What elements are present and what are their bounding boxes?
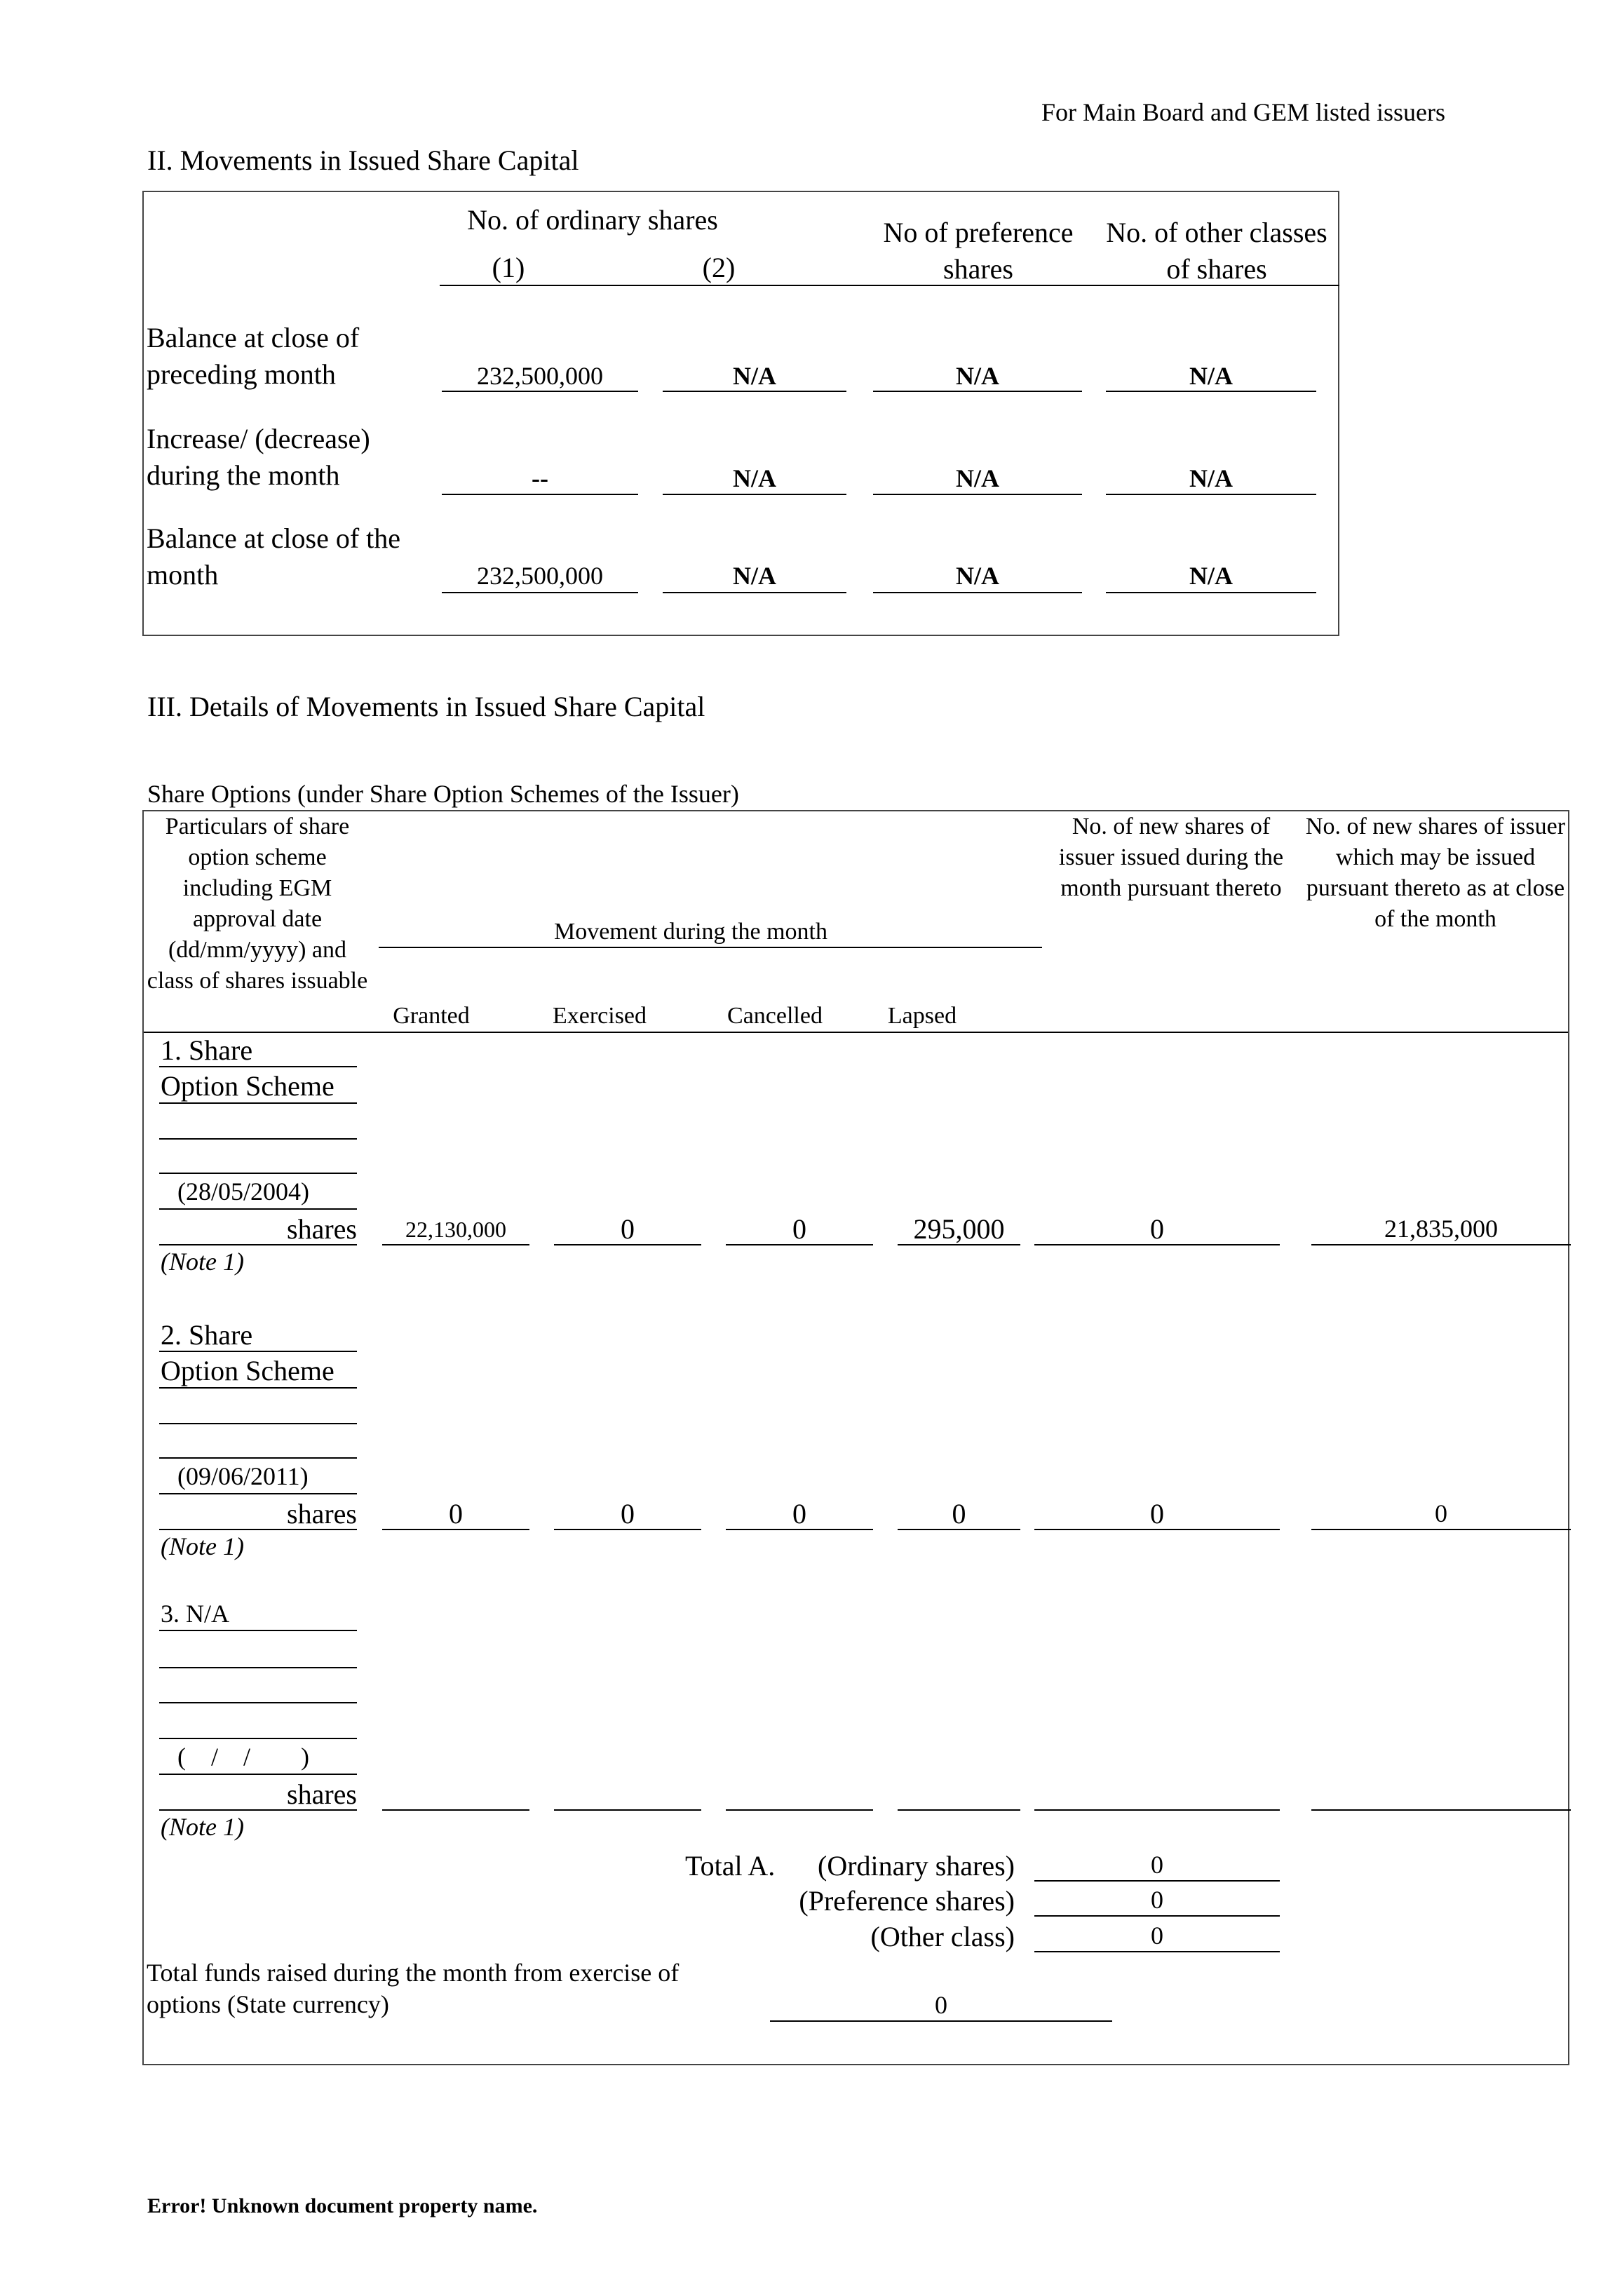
issuer-type-header: For Main Board and GEM listed issuers [1041,98,1445,126]
value-underline [1034,1915,1280,1917]
value-underline [1034,1951,1280,1952]
other-value: N/A [1189,464,1233,492]
field-underline [159,1387,357,1389]
value-underline [442,592,638,593]
scheme-1-lapsed: 295,000 [913,1213,1005,1245]
total-preference-label: (Preference shares) [799,1885,1015,1917]
col-new-issued-header: No. of new shares of issuer issued during the month pursuant thereto [1058,813,1284,901]
value-underline [442,494,638,495]
col-may-issue-header: No. of new shares of issuer which may be issued pursuant thereto as at close of the month [1305,813,1566,932]
scheme-2-granted: 0 [449,1498,463,1529]
col-preference-header: No of preference shares [883,217,1074,285]
value-underline [663,592,846,593]
scheme-1-line2: Option Scheme [161,1070,334,1102]
field-underline [159,1702,357,1703]
funds-label: Total funds raised during the month from exercise of options (State currency) [147,1959,680,2018]
row-label: Balance at close of the month [147,522,401,590]
ord1-value: 232,500,000 [477,362,603,390]
scheme-1-line1: 1. Share [161,1034,253,1066]
scheme-2-note: (Note 1) [161,1532,244,1560]
ord2-value: N/A [733,362,776,390]
scheme-2-may-issue: 0 [1435,1499,1447,1527]
section-2-title: II. Movements in Issued Share Capital [147,144,579,176]
ord2-value: N/A [733,464,776,492]
scheme-2-lapsed: 0 [952,1498,966,1529]
col-movement-header: Movement during the month [553,919,827,945]
value-underline [554,1244,701,1245]
scheme-1-date: (28/05/2004) [177,1177,309,1206]
col-particulars-header: Particulars of share option scheme including EGM approval date (dd/mm/yyyy) and class of shares issuable [147,813,368,994]
pref-value: N/A [956,464,999,492]
value-underline [1034,1529,1280,1530]
field-underline [159,1066,357,1067]
section-3-title: III. Details of Movements in Issued Share Capital [147,691,705,722]
ord1-value: 232,500,000 [477,562,603,590]
pref-value: N/A [956,562,999,590]
scheme-1-cancelled: 0 [792,1213,806,1245]
value-underline [382,1529,529,1530]
field-underline [159,1351,357,1352]
field-underline [159,1102,357,1104]
total-other-value: 0 [1151,1922,1163,1950]
movement-rule [379,947,1042,948]
ord2-value: N/A [733,562,776,590]
share-options-table [142,810,1569,2065]
scheme-2-shares-label: shares [287,1498,357,1529]
scheme-2-line1: 2. Share [161,1319,253,1351]
footer-error-text: Error! Unknown document property name. [147,2194,538,2217]
field-underline [159,1457,357,1459]
value-underline [873,494,1082,495]
scheme-1-note: (Note 1) [161,1248,244,1276]
scheme-3-date: ( / / ) [177,1743,309,1771]
value-underline [554,1529,701,1530]
value-underline [726,1244,873,1245]
value-underline [663,391,846,392]
value-underline [1311,1244,1571,1245]
other-value: N/A [1189,562,1233,590]
value-underline [770,2020,1112,2022]
col-exercised-header: Exercised [552,1003,647,1029]
value-underline [726,1809,873,1811]
scheme-1-shares-label: shares [287,1213,357,1245]
value-underline [1106,494,1316,495]
value-underline [1106,391,1316,392]
col-granted-header: Granted [393,1003,470,1029]
value-underline [1311,1809,1571,1811]
field-underline [159,1809,357,1811]
scheme-3-note: (Note 1) [161,1813,244,1841]
field-underline [159,1738,357,1739]
value-underline [873,592,1082,593]
value-underline [873,391,1082,392]
value-underline [898,1529,1020,1530]
field-underline [159,1208,357,1210]
value-underline [663,494,846,495]
value-underline [382,1244,529,1245]
row-label: Balance at close of preceding month [147,322,360,390]
value-underline [382,1809,529,1811]
scheme-3-shares-label: shares [287,1778,357,1810]
scheme-1-granted: 22,130,000 [405,1217,506,1242]
total-preference-value: 0 [1151,1886,1163,1914]
total-ordinary-label: (Ordinary shares) [818,1850,1015,1882]
total-a-label: Total A. [685,1850,776,1882]
scheme-2-cancelled: 0 [792,1498,806,1529]
value-underline [1034,1244,1280,1245]
total-ordinary-value: 0 [1151,1851,1163,1879]
total-other-label: (Other class) [870,1921,1015,1952]
value-underline [442,391,638,392]
other-value: N/A [1189,362,1233,390]
field-underline [159,1529,357,1530]
scheme-1-may-issue: 21,835,000 [1384,1215,1498,1243]
row-label: Increase/ (decrease) during the month [147,423,370,491]
value-underline [898,1244,1020,1245]
field-underline [159,1244,357,1245]
value-underline [1106,592,1316,593]
share-options-subtitle: Share Options (under Share Option Schemes of the Issuer) [147,780,739,808]
header-rule [440,285,1339,286]
funds-value: 0 [935,1991,947,2019]
scheme-1-issued: 0 [1150,1213,1164,1245]
scheme-2-issued: 0 [1150,1498,1164,1529]
scheme-3-line1: 3. N/A [161,1600,229,1628]
value-underline [1311,1529,1571,1530]
value-underline [1034,1880,1280,1882]
scheme-1-exercised: 0 [621,1213,635,1245]
movements-table [142,191,1339,636]
ord1-value: -- [532,464,548,492]
value-underline [1034,1809,1280,1811]
field-underline [159,1138,357,1140]
value-underline [898,1809,1020,1811]
field-underline [159,1173,357,1174]
field-underline [159,1423,357,1424]
field-underline [159,1667,357,1668]
header-bottom-rule [144,1032,1568,1033]
col-ordinary-1: (1) [492,252,525,283]
scheme-2-date: (09/06/2011) [177,1462,309,1490]
col-lapsed-header: Lapsed [887,1003,957,1029]
col-other-header: No. of other classes of shares [1106,217,1327,285]
value-underline [726,1529,873,1530]
col-cancelled-header: Cancelled [727,1003,823,1029]
pref-value: N/A [956,362,999,390]
scheme-2-line2: Option Scheme [161,1355,334,1386]
col-ordinary-header: No. of ordinary shares [467,204,718,236]
field-underline [159,1630,357,1631]
field-underline [159,1774,357,1775]
scheme-2-exercised: 0 [621,1498,635,1529]
col-ordinary-2: (2) [702,252,736,283]
value-underline [554,1809,701,1811]
field-underline [159,1493,357,1494]
